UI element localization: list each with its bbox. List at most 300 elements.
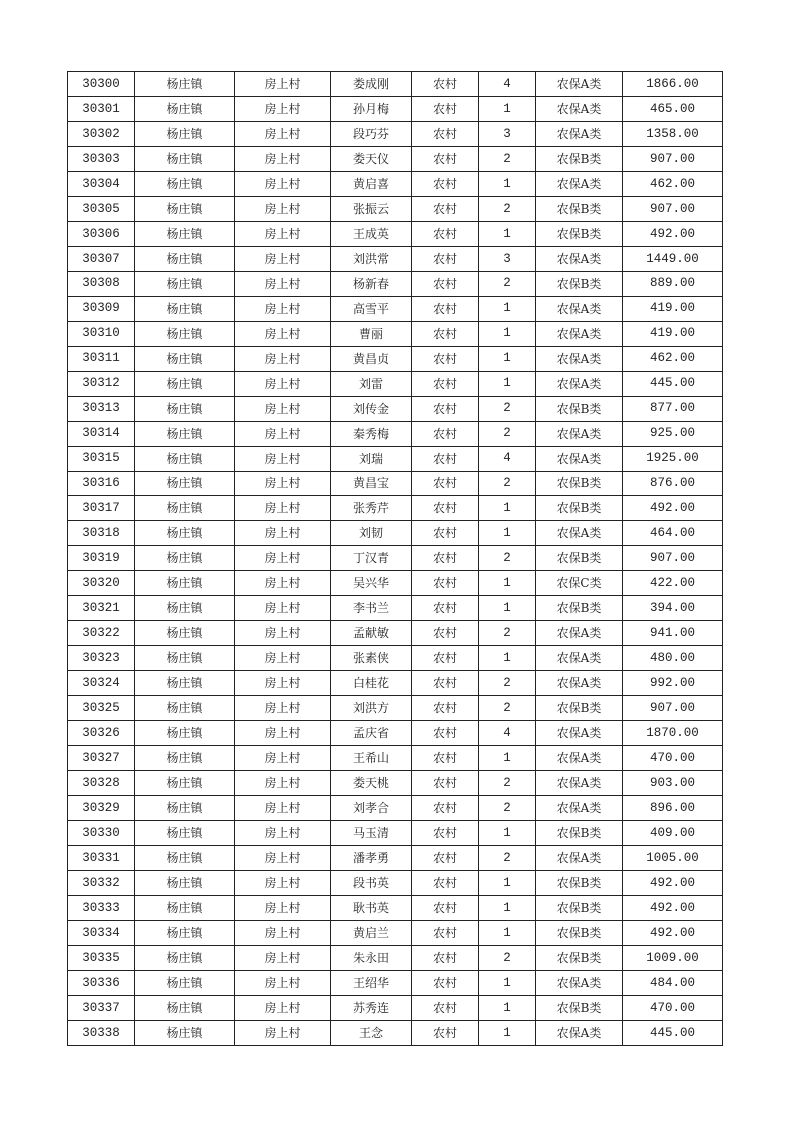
table-row [68, 246, 723, 271]
amount-cell: 992.00 [623, 671, 723, 696]
count-cell: 1 [479, 321, 536, 346]
count-cell: 2 [479, 271, 536, 296]
name-cell: 张秀芹 [331, 496, 412, 521]
category-cell: 农保A类 [536, 846, 623, 871]
id-cell: 30302 [68, 121, 135, 146]
type-cell: 农村 [412, 646, 479, 671]
category-cell: 农保A类 [536, 421, 623, 446]
count-cell: 2 [479, 421, 536, 446]
table-row [68, 970, 723, 995]
town-cell: 杨庄镇 [135, 421, 235, 446]
village-cell: 房上村 [235, 121, 331, 146]
amount-cell: 896.00 [623, 796, 723, 821]
id-cell: 30332 [68, 871, 135, 896]
town-cell: 杨庄镇 [135, 646, 235, 671]
name-cell: 曹丽 [331, 321, 412, 346]
village-cell: 房上村 [235, 246, 331, 271]
table-row [68, 1020, 723, 1045]
town-cell: 杨庄镇 [135, 696, 235, 721]
village-cell: 房上村 [235, 945, 331, 970]
name-cell: 王绍华 [331, 970, 412, 995]
count-cell: 1 [479, 871, 536, 896]
table-row [68, 121, 723, 146]
category-cell: 农保B类 [536, 396, 623, 421]
name-cell: 娄天桃 [331, 771, 412, 796]
village-cell: 房上村 [235, 171, 331, 196]
category-cell: 农保A类 [536, 121, 623, 146]
village-cell: 房上村 [235, 696, 331, 721]
type-cell: 农村 [412, 871, 479, 896]
category-cell: 农保B类 [536, 871, 623, 896]
type-cell: 农村 [412, 671, 479, 696]
category-cell: 农保A类 [536, 72, 623, 97]
village-cell: 房上村 [235, 396, 331, 421]
category-cell: 农保A类 [536, 721, 623, 746]
village-cell: 房上村 [235, 446, 331, 471]
amount-cell: 876.00 [623, 471, 723, 496]
category-cell: 农保B类 [536, 271, 623, 296]
town-cell: 杨庄镇 [135, 546, 235, 571]
table-row [68, 271, 723, 296]
name-cell: 王希山 [331, 746, 412, 771]
type-cell: 农村 [412, 945, 479, 970]
id-cell: 30317 [68, 496, 135, 521]
amount-cell: 419.00 [623, 296, 723, 321]
village-cell: 房上村 [235, 271, 331, 296]
type-cell: 农村 [412, 421, 479, 446]
village-cell: 房上村 [235, 895, 331, 920]
town-cell: 杨庄镇 [135, 221, 235, 246]
type-cell: 农村 [412, 471, 479, 496]
table-row [68, 296, 723, 321]
id-cell: 30338 [68, 1020, 135, 1045]
count-cell: 4 [479, 446, 536, 471]
id-cell: 30321 [68, 596, 135, 621]
count-cell: 2 [479, 546, 536, 571]
type-cell: 农村 [412, 521, 479, 546]
table-row [68, 371, 723, 396]
name-cell: 张素侠 [331, 646, 412, 671]
table-row [68, 871, 723, 896]
amount-cell: 889.00 [623, 271, 723, 296]
table-row [68, 646, 723, 671]
amount-cell: 1005.00 [623, 846, 723, 871]
amount-cell: 462.00 [623, 346, 723, 371]
type-cell: 农村 [412, 446, 479, 471]
type-cell: 农村 [412, 246, 479, 271]
village-cell: 房上村 [235, 72, 331, 97]
village-cell: 房上村 [235, 546, 331, 571]
table-row [68, 521, 723, 546]
town-cell: 杨庄镇 [135, 121, 235, 146]
id-cell: 30300 [68, 72, 135, 97]
village-cell: 房上村 [235, 746, 331, 771]
amount-cell: 1358.00 [623, 121, 723, 146]
category-cell: 农保A类 [536, 970, 623, 995]
category-cell: 农保A类 [536, 446, 623, 471]
amount-cell: 907.00 [623, 546, 723, 571]
amount-cell: 422.00 [623, 571, 723, 596]
amount-cell: 903.00 [623, 771, 723, 796]
village-cell: 房上村 [235, 96, 331, 121]
type-cell: 农村 [412, 121, 479, 146]
name-cell: 娄成刚 [331, 72, 412, 97]
type-cell: 农村 [412, 171, 479, 196]
count-cell: 1 [479, 346, 536, 371]
category-cell: 农保A类 [536, 771, 623, 796]
name-cell: 王成英 [331, 221, 412, 246]
name-cell: 白桂花 [331, 671, 412, 696]
amount-cell: 492.00 [623, 871, 723, 896]
table-row [68, 221, 723, 246]
town-cell: 杨庄镇 [135, 945, 235, 970]
id-cell: 30336 [68, 970, 135, 995]
count-cell: 2 [479, 696, 536, 721]
category-cell: 农保A类 [536, 746, 623, 771]
type-cell: 农村 [412, 496, 479, 521]
table-row [68, 696, 723, 721]
town-cell: 杨庄镇 [135, 671, 235, 696]
town-cell: 杨庄镇 [135, 771, 235, 796]
id-cell: 30335 [68, 945, 135, 970]
id-cell: 30304 [68, 171, 135, 196]
table-row [68, 96, 723, 121]
category-cell: 农保B类 [536, 471, 623, 496]
name-cell: 潘孝勇 [331, 846, 412, 871]
amount-cell: 484.00 [623, 970, 723, 995]
category-cell: 农保B类 [536, 146, 623, 171]
name-cell: 刘洪常 [331, 246, 412, 271]
category-cell: 农保A类 [536, 1020, 623, 1045]
town-cell: 杨庄镇 [135, 821, 235, 846]
category-cell: 农保A类 [536, 671, 623, 696]
village-cell: 房上村 [235, 596, 331, 621]
amount-cell: 492.00 [623, 920, 723, 945]
table-row [68, 821, 723, 846]
village-cell: 房上村 [235, 846, 331, 871]
beneficiary-table [67, 71, 723, 1046]
category-cell: 农保B类 [536, 496, 623, 521]
count-cell: 2 [479, 796, 536, 821]
table-body [68, 72, 723, 1046]
type-cell: 农村 [412, 271, 479, 296]
amount-cell: 492.00 [623, 895, 723, 920]
category-cell: 农保B类 [536, 920, 623, 945]
count-cell: 2 [479, 146, 536, 171]
table-row [68, 171, 723, 196]
name-cell: 杨新春 [331, 271, 412, 296]
village-cell: 房上村 [235, 296, 331, 321]
type-cell: 农村 [412, 696, 479, 721]
count-cell: 1 [479, 821, 536, 846]
count-cell: 1 [479, 296, 536, 321]
town-cell: 杨庄镇 [135, 96, 235, 121]
category-cell: 农保A类 [536, 246, 623, 271]
village-cell: 房上村 [235, 571, 331, 596]
town-cell: 杨庄镇 [135, 446, 235, 471]
amount-cell: 445.00 [623, 371, 723, 396]
name-cell: 孙月梅 [331, 96, 412, 121]
name-cell: 刘孝合 [331, 796, 412, 821]
id-cell: 30330 [68, 821, 135, 846]
category-cell: 农保B类 [536, 696, 623, 721]
village-cell: 房上村 [235, 970, 331, 995]
table-row [68, 846, 723, 871]
village-cell: 房上村 [235, 1020, 331, 1045]
name-cell: 段巧芬 [331, 121, 412, 146]
count-cell: 2 [479, 945, 536, 970]
table-row [68, 146, 723, 171]
name-cell: 李书兰 [331, 596, 412, 621]
category-cell: 农保B类 [536, 221, 623, 246]
amount-cell: 925.00 [623, 421, 723, 446]
village-cell: 房上村 [235, 721, 331, 746]
id-cell: 30329 [68, 796, 135, 821]
name-cell: 苏秀连 [331, 995, 412, 1020]
type-cell: 农村 [412, 1020, 479, 1045]
name-cell: 刘韧 [331, 521, 412, 546]
table-row [68, 721, 723, 746]
id-cell: 30318 [68, 521, 135, 546]
name-cell: 耿书英 [331, 895, 412, 920]
village-cell: 房上村 [235, 471, 331, 496]
name-cell: 吴兴华 [331, 571, 412, 596]
category-cell: 农保B类 [536, 596, 623, 621]
town-cell: 杨庄镇 [135, 621, 235, 646]
id-cell: 30319 [68, 546, 135, 571]
id-cell: 30305 [68, 196, 135, 221]
id-cell: 30316 [68, 471, 135, 496]
village-cell: 房上村 [235, 621, 331, 646]
type-cell: 农村 [412, 995, 479, 1020]
table-row [68, 621, 723, 646]
id-cell: 30310 [68, 321, 135, 346]
name-cell: 娄天仪 [331, 146, 412, 171]
id-cell: 30334 [68, 920, 135, 945]
village-cell: 房上村 [235, 995, 331, 1020]
name-cell: 丁汉青 [331, 546, 412, 571]
count-cell: 4 [479, 721, 536, 746]
village-cell: 房上村 [235, 821, 331, 846]
amount-cell: 1009.00 [623, 945, 723, 970]
category-cell: 农保A类 [536, 796, 623, 821]
table-row [68, 945, 723, 970]
name-cell: 黄启喜 [331, 171, 412, 196]
category-cell: 农保A类 [536, 621, 623, 646]
village-cell: 房上村 [235, 346, 331, 371]
town-cell: 杨庄镇 [135, 371, 235, 396]
town-cell: 杨庄镇 [135, 196, 235, 221]
amount-cell: 1925.00 [623, 446, 723, 471]
count-cell: 1 [479, 895, 536, 920]
table-row [68, 796, 723, 821]
category-cell: 农保A类 [536, 646, 623, 671]
amount-cell: 464.00 [623, 521, 723, 546]
id-cell: 30308 [68, 271, 135, 296]
type-cell: 农村 [412, 596, 479, 621]
table-row [68, 72, 723, 97]
type-cell: 农村 [412, 196, 479, 221]
table-row [68, 771, 723, 796]
name-cell: 马玉清 [331, 821, 412, 846]
town-cell: 杨庄镇 [135, 346, 235, 371]
name-cell: 刘洪方 [331, 696, 412, 721]
type-cell: 农村 [412, 396, 479, 421]
category-cell: 农保B类 [536, 196, 623, 221]
category-cell: 农保B类 [536, 546, 623, 571]
amount-cell: 409.00 [623, 821, 723, 846]
town-cell: 杨庄镇 [135, 571, 235, 596]
table-row [68, 746, 723, 771]
town-cell: 杨庄镇 [135, 746, 235, 771]
id-cell: 30320 [68, 571, 135, 596]
village-cell: 房上村 [235, 796, 331, 821]
town-cell: 杨庄镇 [135, 146, 235, 171]
amount-cell: 470.00 [623, 995, 723, 1020]
count-cell: 4 [479, 72, 536, 97]
count-cell: 1 [479, 970, 536, 995]
town-cell: 杨庄镇 [135, 721, 235, 746]
id-cell: 30313 [68, 396, 135, 421]
table-row [68, 196, 723, 221]
type-cell: 农村 [412, 796, 479, 821]
table-row [68, 471, 723, 496]
id-cell: 30307 [68, 246, 135, 271]
amount-cell: 462.00 [623, 171, 723, 196]
type-cell: 农村 [412, 296, 479, 321]
count-cell: 1 [479, 496, 536, 521]
count-cell: 2 [479, 846, 536, 871]
village-cell: 房上村 [235, 321, 331, 346]
id-cell: 30331 [68, 846, 135, 871]
category-cell: 农保A类 [536, 371, 623, 396]
village-cell: 房上村 [235, 920, 331, 945]
category-cell: 农保B类 [536, 945, 623, 970]
town-cell: 杨庄镇 [135, 246, 235, 271]
id-cell: 30301 [68, 96, 135, 121]
town-cell: 杨庄镇 [135, 920, 235, 945]
name-cell: 刘瑞 [331, 446, 412, 471]
town-cell: 杨庄镇 [135, 895, 235, 920]
count-cell: 1 [479, 96, 536, 121]
amount-cell: 1866.00 [623, 72, 723, 97]
town-cell: 杨庄镇 [135, 396, 235, 421]
amount-cell: 492.00 [623, 496, 723, 521]
type-cell: 农村 [412, 771, 479, 796]
name-cell: 张振云 [331, 196, 412, 221]
category-cell: 农保C类 [536, 571, 623, 596]
type-cell: 农村 [412, 846, 479, 871]
type-cell: 农村 [412, 72, 479, 97]
category-cell: 农保A类 [536, 321, 623, 346]
count-cell: 1 [479, 571, 536, 596]
category-cell: 农保A类 [536, 171, 623, 196]
amount-cell: 394.00 [623, 596, 723, 621]
amount-cell: 1449.00 [623, 246, 723, 271]
village-cell: 房上村 [235, 221, 331, 246]
category-cell: 农保A类 [536, 346, 623, 371]
name-cell: 刘雷 [331, 371, 412, 396]
type-cell: 农村 [412, 221, 479, 246]
type-cell: 农村 [412, 146, 479, 171]
name-cell: 孟庆省 [331, 721, 412, 746]
count-cell: 1 [479, 521, 536, 546]
id-cell: 30328 [68, 771, 135, 796]
category-cell: 农保B类 [536, 995, 623, 1020]
id-cell: 30312 [68, 371, 135, 396]
amount-cell: 465.00 [623, 96, 723, 121]
town-cell: 杨庄镇 [135, 796, 235, 821]
amount-cell: 492.00 [623, 221, 723, 246]
count-cell: 2 [479, 771, 536, 796]
type-cell: 农村 [412, 746, 479, 771]
id-cell: 30327 [68, 746, 135, 771]
id-cell: 30314 [68, 421, 135, 446]
count-cell: 2 [479, 471, 536, 496]
count-cell: 2 [479, 671, 536, 696]
type-cell: 农村 [412, 571, 479, 596]
table-row [68, 321, 723, 346]
type-cell: 农村 [412, 970, 479, 995]
table-row [68, 546, 723, 571]
table-row [68, 421, 723, 446]
name-cell: 秦秀梅 [331, 421, 412, 446]
name-cell: 朱永田 [331, 945, 412, 970]
town-cell: 杨庄镇 [135, 471, 235, 496]
count-cell: 1 [479, 646, 536, 671]
table-row [68, 995, 723, 1020]
category-cell: 农保A类 [536, 521, 623, 546]
village-cell: 房上村 [235, 871, 331, 896]
type-cell: 农村 [412, 371, 479, 396]
count-cell: 3 [479, 246, 536, 271]
name-cell: 段书英 [331, 871, 412, 896]
table-row [68, 571, 723, 596]
type-cell: 农村 [412, 96, 479, 121]
town-cell: 杨庄镇 [135, 296, 235, 321]
town-cell: 杨庄镇 [135, 496, 235, 521]
id-cell: 30326 [68, 721, 135, 746]
id-cell: 30309 [68, 296, 135, 321]
village-cell: 房上村 [235, 371, 331, 396]
count-cell: 1 [479, 171, 536, 196]
type-cell: 农村 [412, 621, 479, 646]
table-row [68, 920, 723, 945]
count-cell: 2 [479, 621, 536, 646]
type-cell: 农村 [412, 821, 479, 846]
town-cell: 杨庄镇 [135, 321, 235, 346]
table-row [68, 396, 723, 421]
id-cell: 30306 [68, 221, 135, 246]
id-cell: 30325 [68, 696, 135, 721]
village-cell: 房上村 [235, 196, 331, 221]
table-row [68, 596, 723, 621]
table-row [68, 671, 723, 696]
town-cell: 杨庄镇 [135, 171, 235, 196]
id-cell: 30322 [68, 621, 135, 646]
town-cell: 杨庄镇 [135, 271, 235, 296]
id-cell: 30315 [68, 446, 135, 471]
count-cell: 3 [479, 121, 536, 146]
town-cell: 杨庄镇 [135, 846, 235, 871]
amount-cell: 941.00 [623, 621, 723, 646]
count-cell: 1 [479, 371, 536, 396]
name-cell: 黄昌宝 [331, 471, 412, 496]
type-cell: 农村 [412, 895, 479, 920]
amount-cell: 907.00 [623, 696, 723, 721]
id-cell: 30337 [68, 995, 135, 1020]
town-cell: 杨庄镇 [135, 871, 235, 896]
